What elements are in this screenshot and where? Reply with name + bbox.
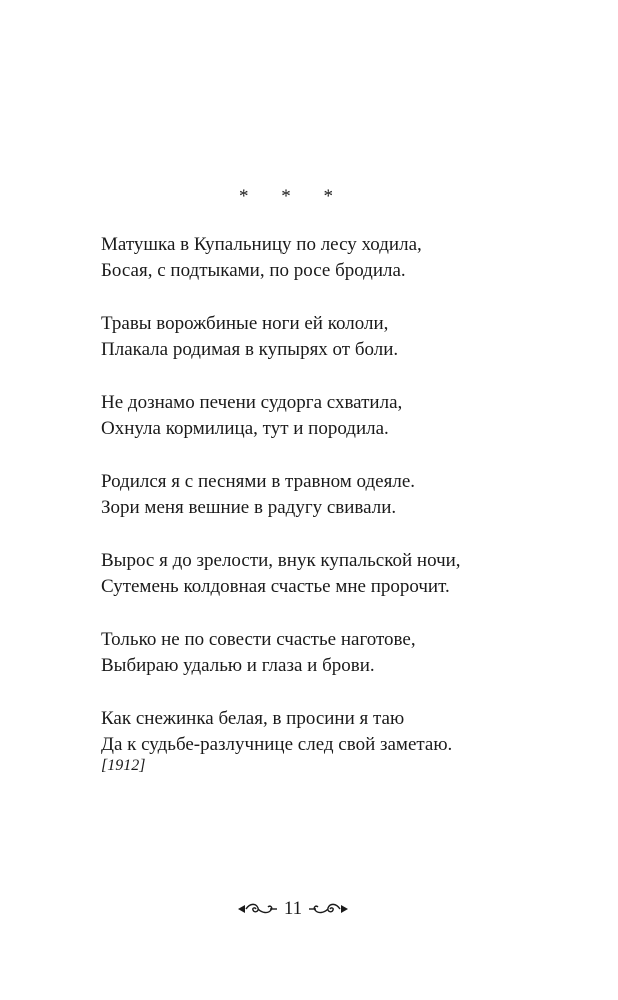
poem-line: Сутемень колдовная счастье мне пророчит. [101, 576, 450, 597]
poem-line: Как снежинка белая, в просини я таю [101, 708, 405, 729]
poem-line: Плакала родимая в купырях от боли. [101, 339, 399, 360]
stanza-1 [101, 232, 581, 284]
poem-line: Выбираю удалью и глаза и брови. [101, 655, 375, 676]
poem-date: [1912] [101, 757, 146, 774]
stanza-7 [101, 706, 581, 758]
section-asterism: * * * [239, 186, 347, 207]
poem-line: Только не по совести счастье наготове, [101, 629, 416, 650]
stanza-3 [101, 390, 581, 442]
stanza-5 [101, 548, 581, 600]
poem-line: Матушка в Купальницу по лесу ходила, [101, 234, 422, 255]
poem-line: Охнула кормилица, тут и породила. [101, 418, 389, 439]
page-folio [0, 899, 586, 919]
poem-line: Не дознамо печени судорга схватила, [101, 392, 403, 413]
scroll-ornament-left-icon [236, 900, 278, 918]
poem-line: Да к судьбе-разлучнице след свой заметаю. [101, 734, 453, 755]
page-number: 11 [283, 898, 303, 919]
poem-line: Зори меня вешние в радугу свивали. [101, 497, 397, 518]
poem-line: Травы ворожбиные ноги ей кололи, [101, 313, 389, 334]
stanza-2 [101, 311, 581, 363]
stanza-4 [101, 469, 581, 521]
poem-line: Босая, с подтыками, по росе бродила. [101, 260, 406, 281]
poem-line: Родился я с песнями в травном одеяле. [101, 471, 416, 492]
poem-line: Вырос я до зрелости, внук купальской ночи, [101, 550, 461, 571]
stanza-6 [101, 627, 581, 679]
poem-body [101, 232, 581, 785]
scroll-ornament-right-icon [308, 900, 350, 918]
